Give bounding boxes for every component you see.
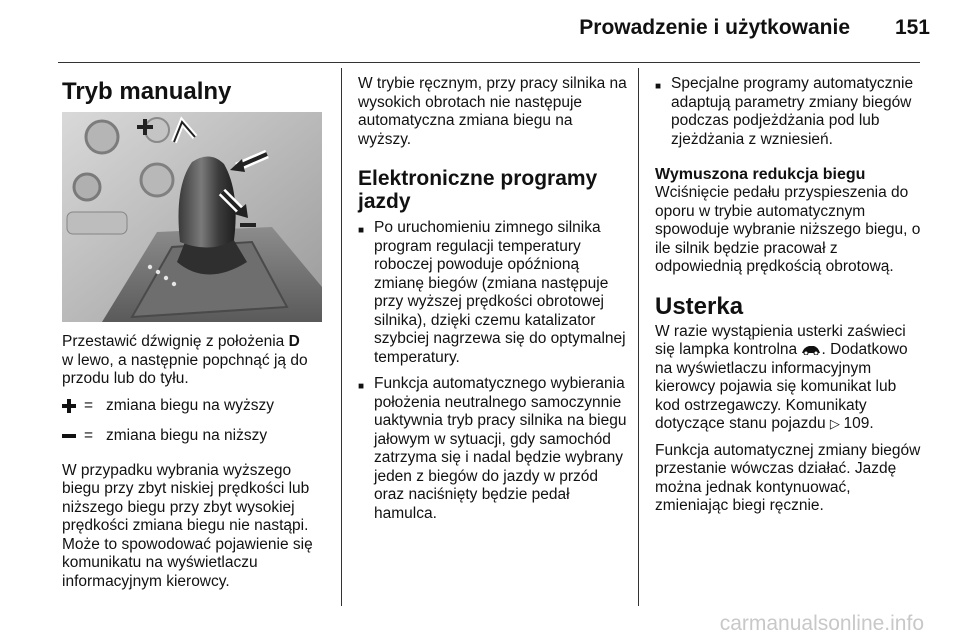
kickdown-text: Wciśnięcie pedału przyspieszenia do oporu w trybie automatycznym spowoduje wybranie niższego biegu, o ile silnik będzie pracował z odpowiednią prędkością obrotową. <box>655 184 921 275</box>
page-number: 151 <box>894 16 930 39</box>
gear-lever-photo <box>62 112 322 322</box>
section-heading-manual-mode: Tryb manualny <box>62 78 232 105</box>
legend-downshift: = zmiana biegu na niższy <box>62 427 327 446</box>
list-item: ■ Specjalne programy automatycznie adaptują parametry zmiany biegów podczas podjeżdżania pod lub zjeżdżania z wzniesień. <box>655 75 914 148</box>
section-heading-fault: Usterka <box>655 292 744 320</box>
bullet-icon: ■ <box>655 81 662 92</box>
legend-upshift: = zmiana biegu na wyższy <box>62 397 327 416</box>
section-heading-kickdown: Wymuszona redukcja biegu <box>655 166 866 183</box>
column-divider-right <box>638 68 639 606</box>
right-column <box>655 75 925 516</box>
page-header-title: Prowadzenie i użytkowanie <box>579 16 850 39</box>
shift-restriction-paragraph: W przypadku wybrania wyższego biegu przy zbyt niskiej prędkości lub niższego biegu przy zbyt wysokiej prędkości zmiana biegu nie nastąpi. Może to spowodować pojawienie się komunikatu na wyświetlaczu informacyjnym kierowcy. <box>62 461 313 590</box>
left-column-text <box>62 333 327 591</box>
transmission-warning-icon <box>801 341 821 358</box>
list-item: ■ Po uruchomieniu zimnego silnika program regulacji temperatury roboczej powoduje opóźnioną zmianę biegów (zmiana następuje przy wyższej prędkości obrotowej silnika), dzięki czemu katalizator szybciej nagrzewa się do optymalnej temperatury. <box>358 219 626 366</box>
watermark: carmanualsonline.info <box>719 612 924 635</box>
plus-icon <box>62 399 84 413</box>
header-rule <box>58 62 920 63</box>
manual-mode-intro: W trybie ręcznym, przy pracy silnika na wysokich obrotach nie następuje automatyczna zmiana biegu na wyższy. <box>358 75 627 148</box>
left-column <box>62 64 327 106</box>
column-divider-left <box>341 68 342 606</box>
section-heading-electronic-programs: Elektroniczne programy jazdy <box>358 167 598 213</box>
instruction-text: Przestawić dźwignię z położenia D w lewo, a następnie popchnąć ją do przodu lub do tyłu. <box>62 333 308 387</box>
bullet-icon: ■ <box>358 381 365 392</box>
bullet-icon: ■ <box>358 225 365 236</box>
fault-continue-text: Funkcja automatycznej zmiany biegów przestanie wówczas działać. Jazdę można jednak kontynuować, zmieniając biegi ręcznie. <box>655 441 921 514</box>
list-item: ■ Funkcja automatycznego wybierania położenia neutralnego samoczynnie uaktywnia tryb pracy silnika na biegu jałowym w sytuacji, gdy samochód zatrzyma się i nadal będzie wybrany jeden z biegów do jazdy w przód oraz naciśnięty będzie pedał hamulca. <box>358 375 627 522</box>
middle-column <box>358 75 628 523</box>
minus-icon <box>62 429 84 443</box>
page-reference-icon: ▷ <box>829 416 844 431</box>
fault-text: W razie wystąpienia usterki zaświeci się lampka kontrolna . Dodatkowo na wyświetlaczu informacyjnym kierowcy pojawia się komunikat lub kod ostrzegawczy. Komunikaty dotyczące stanu pojazdu ▷ 109. <box>655 322 908 432</box>
